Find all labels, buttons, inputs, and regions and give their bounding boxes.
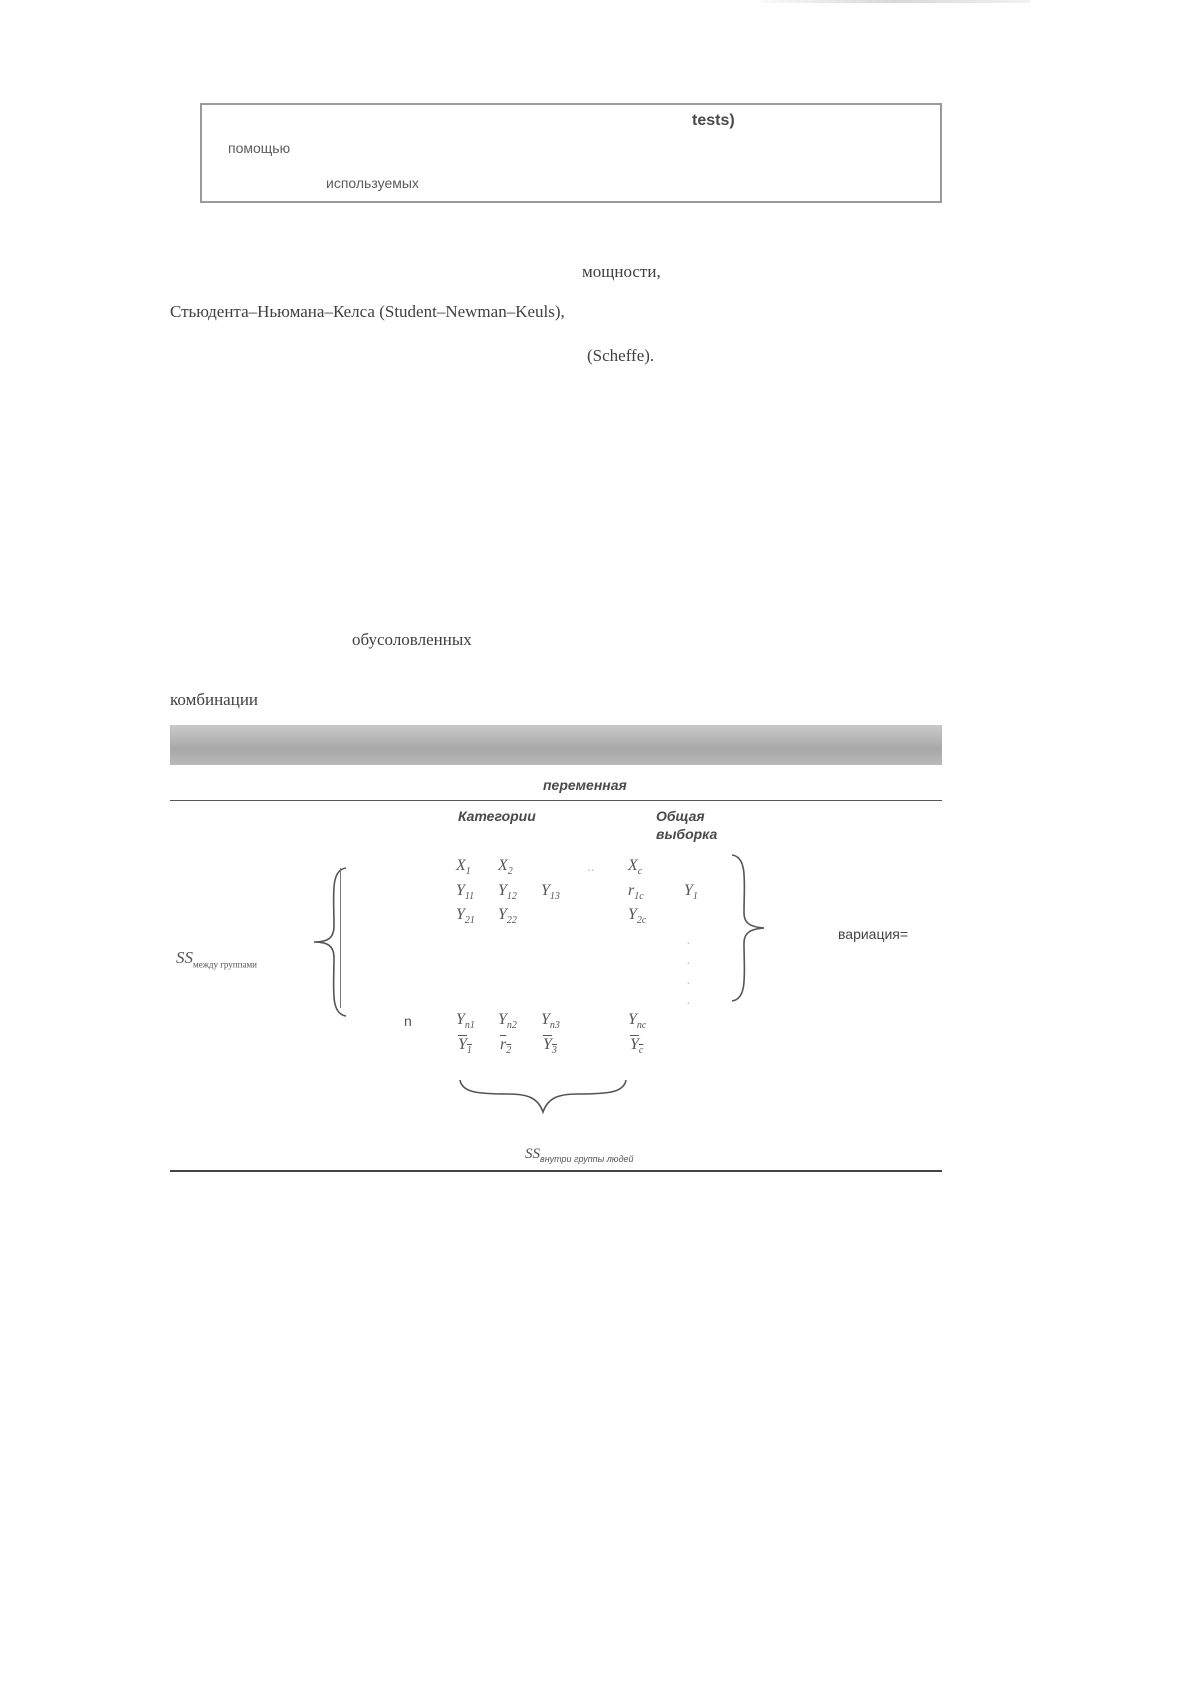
- note-box: [200, 103, 942, 203]
- ss-within-label: $SS_{внутри группы людей}$: [525, 1146, 634, 1164]
- variation-label: вариация=: [838, 926, 909, 942]
- ss-between-label: $SS_{между группами}$: [176, 948, 257, 970]
- cell-mean-c: $Y_c$: [630, 1036, 644, 1057]
- cell-y1c: $r_{1c}$: [628, 882, 644, 903]
- left-bracket-line: [340, 868, 347, 1008]
- cell-mean-3: $Y_3$: [543, 1036, 557, 1057]
- cell-y12: $Y_{12}$: [498, 882, 517, 903]
- note-used: используемых: [326, 175, 419, 191]
- cell-y2c: $Y_{2c}$: [628, 906, 647, 927]
- cell-x2: $X_2$: [498, 857, 513, 878]
- cell-y22: $Y_{22}$: [498, 906, 517, 927]
- bottom-brace-icon: [458, 1078, 628, 1118]
- table-categories-heading: Категории: [458, 808, 536, 824]
- cell-mean-1: $Y_1$: [458, 1036, 472, 1057]
- total-column-dots: · · · ·: [686, 937, 691, 1012]
- cell-n-label: n: [404, 1013, 412, 1029]
- table-total-heading-2: выборка: [656, 826, 718, 842]
- cell-x-dots: ..: [587, 858, 595, 874]
- text-scheffe: (Scheffe).: [587, 346, 655, 365]
- cell-yn1: $Y_{n1}$: [456, 1011, 475, 1032]
- cell-ync: $Y_{nc}$: [628, 1011, 647, 1032]
- table-title-band: [170, 725, 942, 765]
- cell-y13: $Y_{13}$: [541, 882, 560, 903]
- table-variable-heading: переменная: [543, 777, 627, 793]
- cell-x1: $X_1$: [456, 857, 471, 878]
- table-bottom-rule: [170, 1170, 942, 1172]
- right-brace-icon: [728, 853, 768, 1003]
- cell-y21: $Y_{21}$: [456, 906, 475, 927]
- note-help: помощью: [228, 140, 291, 156]
- text-combinations: комбинации: [170, 690, 259, 709]
- cell-xc: $X_c$: [628, 857, 643, 878]
- cell-total-y1: $Y_1$: [684, 882, 698, 903]
- text-conditioned: обусоловленных: [352, 630, 472, 649]
- cell-y11: $Y_{11}$: [456, 882, 475, 903]
- table-top-rule: [170, 800, 942, 801]
- note-tests: tests): [692, 112, 735, 129]
- text-snk: Стьюдента–Ньюмана–Келса (Student–Newman–Keuls),: [170, 302, 565, 321]
- cell-mean-2: $r_2$: [500, 1036, 512, 1057]
- scan-edge-shade: [760, 0, 1030, 3]
- cell-yn3: $Y_{n3}$: [541, 1011, 560, 1032]
- cell-yn2: $Y_{n2}$: [498, 1011, 517, 1032]
- table-total-heading-1: Общая: [656, 808, 705, 824]
- text-power: мощности,: [582, 262, 661, 281]
